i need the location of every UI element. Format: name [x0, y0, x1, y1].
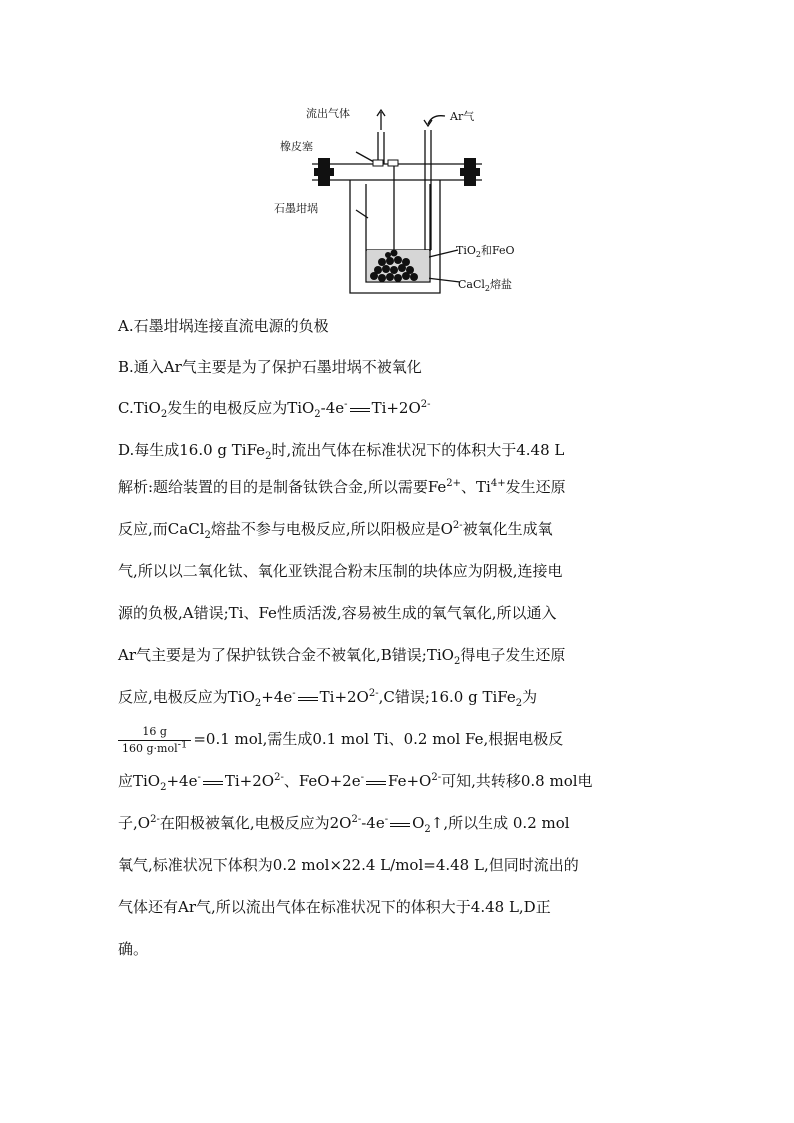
label-ar: Ar气	[450, 110, 475, 123]
label-cacl2: CaCl$_2$熔盐	[458, 278, 513, 293]
apparatus-svg	[270, 100, 540, 300]
label-stopper: 橡皮塞	[280, 140, 313, 153]
option-c: C.TiO$_2$发生的电极反应为TiO$_2$-4e- $Ti+2O^{2-}$	[118, 399, 431, 420]
explain-line: $\frac{16 g}{160 g\cdot mol^{-1}}$ =0.1 mol,需生成0.1 mol Ti、0.2 mol Fe,根据电极反	[118, 718, 678, 760]
option-d: D.每生成16.0 g TiFe$_2$时,流出气体在标准状况下的体积大于4.48 L	[118, 441, 565, 462]
explain-line: 氧气,标准状况下体积为0.2 mol×22.4 L/mol=4.48 L,但同时流出的	[118, 856, 579, 874]
equals-arrow-icon	[364, 776, 388, 788]
gas-outlet-tube	[378, 132, 384, 164]
equals-arrow-icon	[348, 403, 372, 415]
molar-fraction: $\frac{16 g}{160 g\cdot mol^{-1}}$	[118, 724, 191, 757]
explain-line: 气体还有Ar气,所以流出气体在标准状况下的体积大于4.48 L,D正	[118, 898, 551, 916]
option-a: A.石墨坩埚连接直流电源的负极	[118, 317, 329, 335]
explain-line: 应TiO$_2$+4e- $Ti+2O^{2-}$、FeO+2e- $Fe+O^{2-}$可知,共转移0.8 mol电	[118, 772, 593, 793]
explain-line: 确。	[118, 940, 149, 958]
explain-line: 源的负极,A错误;Ti、Fe性质活泼,容易被生成的氧气氧化,所以通入	[118, 604, 557, 622]
explain-line: 子$,O^{2-}$在阳极被氧化,电极反应为$2O^{2-}-4e^-$ $O_2↑$,所以生成 0.2 mol	[118, 814, 570, 835]
explain-line: 反应,电极反应为TiO$_2$+4e- $Ti+2O^{2-},C$错误;16.0 g TiFe$_2$为	[118, 688, 538, 709]
explain-line: 气,所以以二氧化钛、氧化亚铁混合粉末压制的块体应为阴极,连接电	[118, 562, 563, 580]
explain-line: 解析:题给装置的目的是制备钛铁合金,所以需要$Fe^{2+}$、$Ti^{4+}$发生还原	[118, 478, 566, 496]
explain-line: Ar气主要是为了保护钛铁合金不被氧化,B错误;TiO$_2$得电子发生还原	[118, 646, 566, 667]
label-gas-out: 流出气体	[306, 107, 350, 120]
explain-line: 反应,而CaCl$_2$熔盐不参与电极反应,所以阳极应是$O^{2-}$被氧化生成氧	[118, 520, 553, 541]
explanation	[118, 466, 678, 970]
label-crucible: 石墨坩埚	[274, 202, 318, 215]
equals-arrow-icon	[201, 776, 225, 788]
electrolysis-apparatus-diagram	[270, 100, 540, 300]
equals-arrow-icon	[296, 692, 320, 704]
label-tio2-feo: TiO$_2$和FeO	[456, 244, 515, 259]
equals-arrow-icon	[388, 818, 412, 830]
option-b: B.通入Ar气主要是为了保护石墨坩埚不被氧化	[118, 358, 422, 376]
